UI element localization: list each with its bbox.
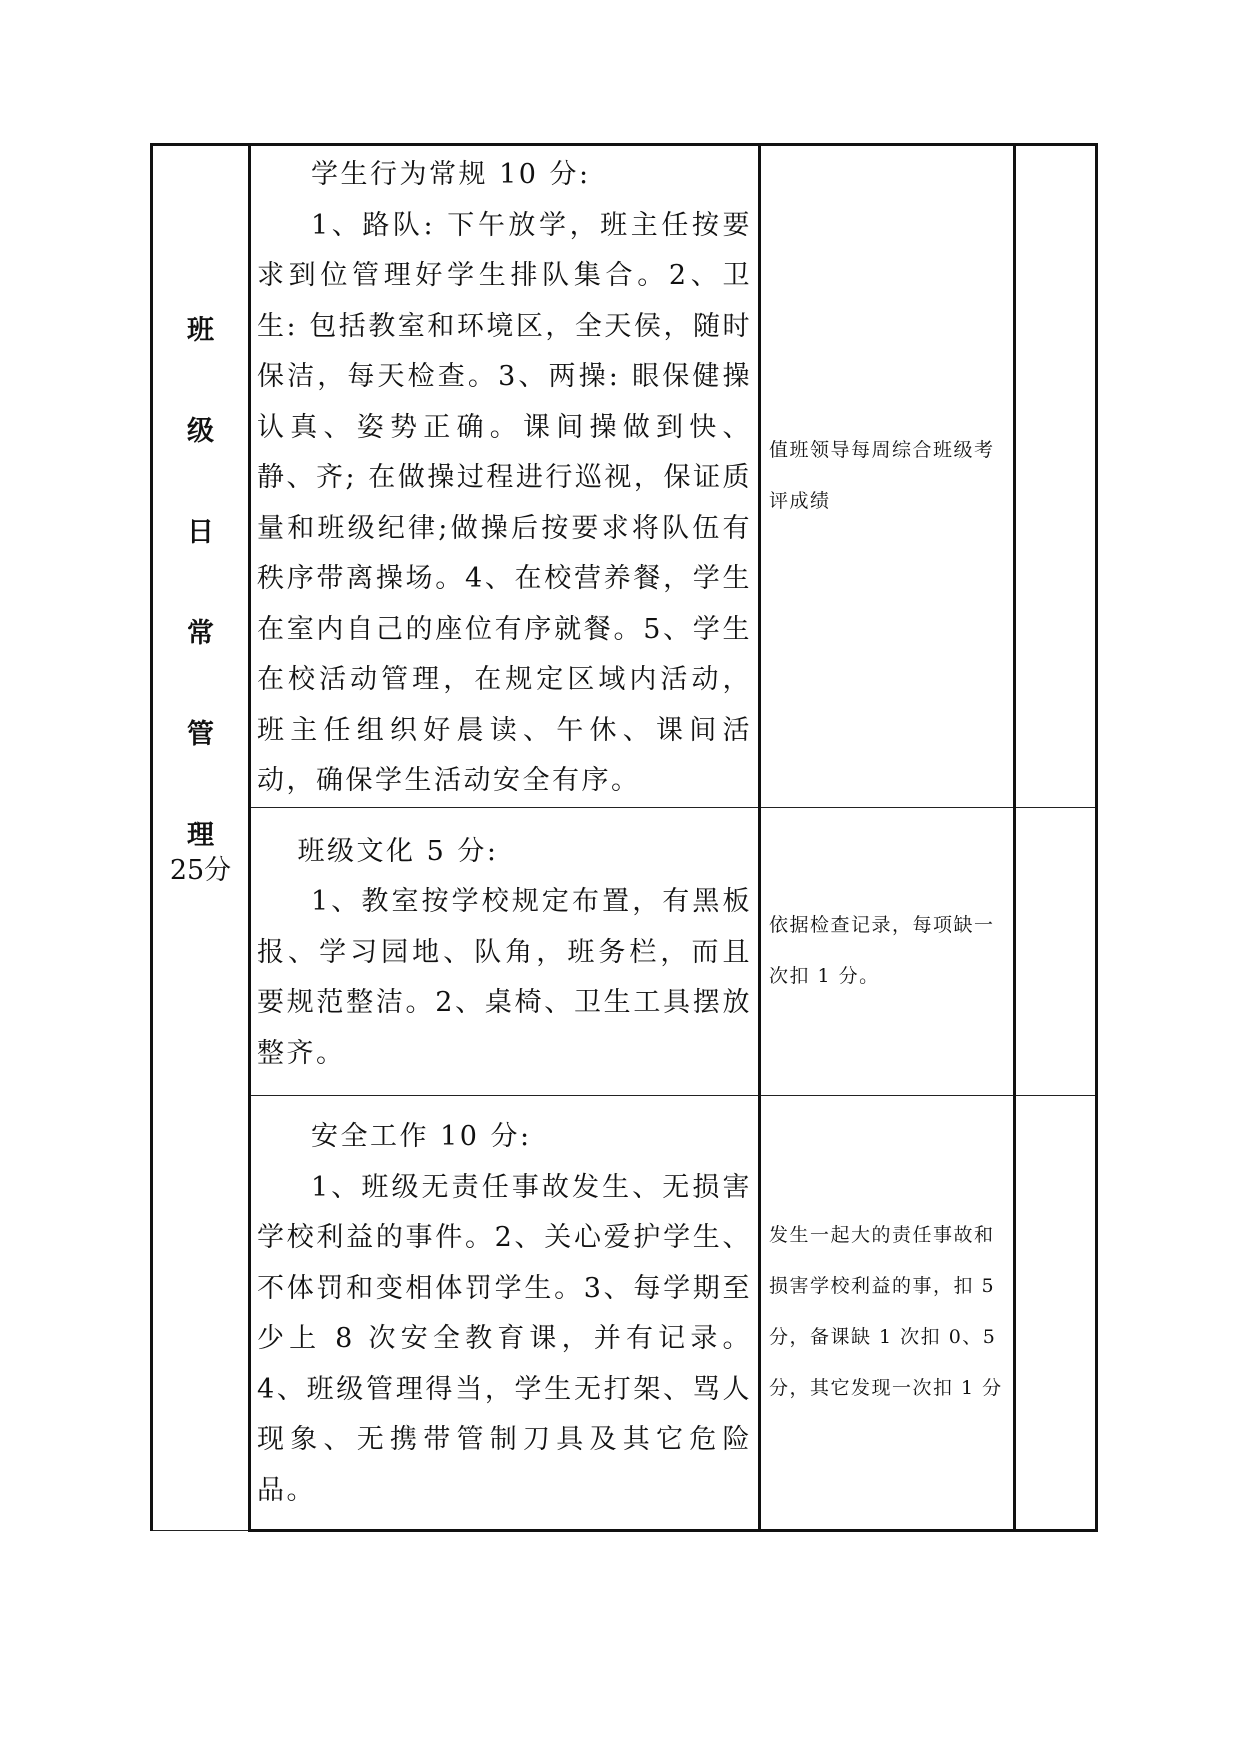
item-body: 1、班级无责任事故发生、无损害学校利益的事件。2、关心爱护学生、不体罚和变相体罚学生。3、每学期至少上 8 次安全教育课，并有记录。4、班级管理得当，学生无打架、骂人现象、无携带管制刀具及其它危险品。 <box>257 1171 752 1506</box>
evaluation-table <box>150 143 1098 1532</box>
category-cell <box>152 145 250 1531</box>
criteria-cell <box>760 807 1015 1095</box>
criteria-text: 依据检查记录，每项缺一次扣 1 分。 <box>769 914 995 987</box>
table-row <box>152 807 1097 1095</box>
content-cell <box>250 145 760 808</box>
table-row <box>152 1095 1097 1530</box>
criteria-cell <box>760 1095 1015 1530</box>
item-heading: 学生行为常规 10 分: <box>311 159 591 190</box>
table-row <box>152 145 1097 808</box>
category-char: 理 <box>187 820 214 851</box>
category-char: 管 <box>187 719 214 750</box>
category-char: 日 <box>187 517 214 548</box>
content-cell <box>250 807 760 1095</box>
score-cell <box>1015 807 1097 1095</box>
score-cell <box>1015 145 1097 808</box>
item-heading: 安全工作 10 分: <box>311 1121 532 1152</box>
category-label <box>153 146 248 888</box>
item-body: 1、路队: 下午放学，班主任按要求到位管理好学生排队集合。2、卫生: 包括教室和环境区，全天侯，随时保洁，每天检查。3、两操: 眼保健操认真、姿势正确。课间操做到快、静、齐; 在做操过程进行巡视，保证质量和班级纪律;做操后按要求将队伍有秩序带离操场。4、在校营养餐，学生在室内自己的座位有序就餐。5、学生在校活动管理，在规定区域内活动，班主任组织好晨读、午休、课间活动，确保学生活动安全有序。 <box>257 209 752 796</box>
category-char: 班 <box>187 315 214 346</box>
score-cell <box>1015 1095 1097 1530</box>
criteria-cell <box>760 145 1015 808</box>
item-body: 1、教室按学校规定布置，有黑板报、学习园地、队角，班务栏，而且要规范整洁。2、桌椅、卫生工具摆放整齐。 <box>257 886 752 1069</box>
content-text <box>251 146 758 807</box>
criteria-text: 值班领导每周综合班级考评成绩 <box>769 439 995 513</box>
content-cell <box>250 1095 760 1530</box>
criteria-text: 发生一起大的责任事故和损害学校利益的事，扣 5 分，备课缺 1 次扣 0、5 分，其它发现一次扣 1 分 <box>769 1224 1003 1399</box>
category-char: 常 <box>187 618 214 649</box>
category-char: 级 <box>187 416 214 447</box>
content-text <box>251 1108 758 1516</box>
item-heading: 班级文化 5 分: <box>297 835 499 867</box>
category-total-score: 25分 <box>169 855 232 886</box>
content-text <box>251 823 758 1080</box>
